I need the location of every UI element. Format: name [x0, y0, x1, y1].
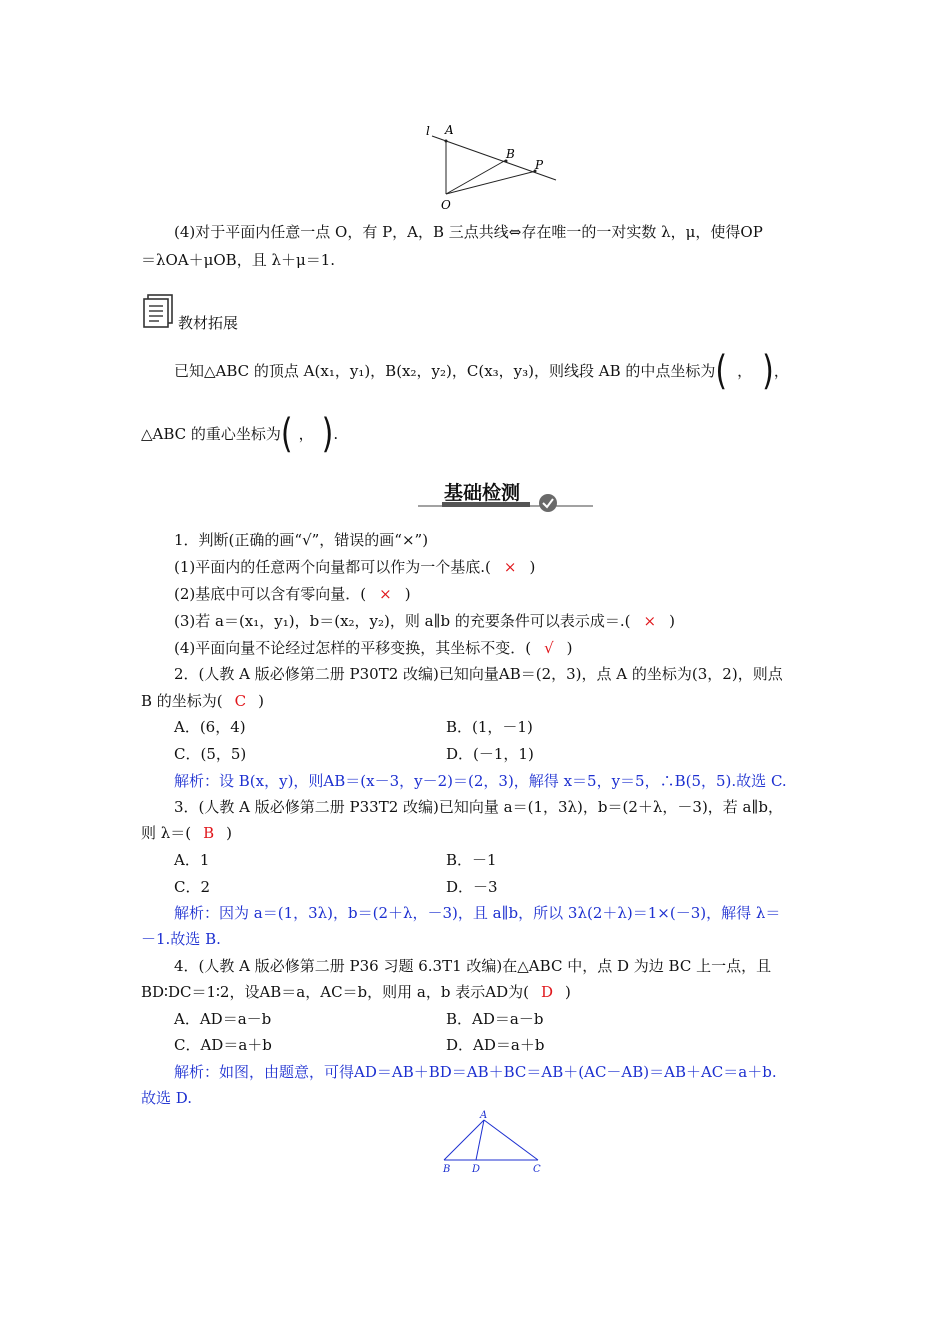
- q1-item-3-close: ): [669, 612, 675, 630]
- q4-stem-line2-text: BD∶DC＝1∶2，设AB＝a，AC＝b，则用 a，b 表示AD为(: [141, 983, 529, 1001]
- q4-option-c: C．AD＝a＋b: [174, 1036, 272, 1054]
- q4-stem-line1: 4．(人教 A 版必修第二册 P36 习题 6.3T1 改编)在△ABC 中，点 D 为边 BC 上一点，且: [174, 957, 772, 975]
- para4-line1: (4)对于平面内任意一点 O，有 P，A，B 三点共线⇔存在唯一的一对实数 λ，μ，使得OP: [174, 223, 763, 241]
- extension-line2-end: .: [333, 425, 339, 443]
- label-O: O: [441, 198, 451, 212]
- q4-option-b: B．AD＝a－b: [446, 1010, 544, 1028]
- q4-option-d: D．AD＝a＋b: [446, 1036, 545, 1054]
- q3-analysis-line1: 解析：因为 a＝(1，3λ)，b＝(2＋λ，－3)，且 a∥b，所以 3λ(2＋λ)＝1×(－3)，解得 λ＝: [174, 904, 781, 922]
- q2-option-a: A．(6，4): [174, 718, 246, 736]
- q2-stem-line2: [141, 691, 264, 711]
- extension-line1: [174, 347, 789, 395]
- q1-item-2-answer: ×: [379, 585, 392, 603]
- q1-item-4-text: (4)平面向量不论经过怎样的平移变换，其坐标不变．(: [174, 639, 532, 657]
- q3-option-a: A．1: [174, 851, 210, 869]
- q4-analysis-line2: 故选 D.: [141, 1089, 193, 1107]
- textbook-icon: [141, 292, 177, 330]
- open-paren: (: [715, 347, 728, 395]
- q3-option-b: B．－1: [446, 851, 497, 869]
- label-B: B: [506, 147, 515, 161]
- q3-close: ): [226, 824, 233, 842]
- q1-item-2-close: ): [404, 585, 411, 603]
- q2-option-c: C．(5，5): [174, 745, 247, 763]
- q4-answer: D: [540, 983, 553, 1001]
- q1-item-1-close: ): [529, 558, 536, 576]
- q3-stem-line1: 3．(人教 A 版必修第二册 P33T2 改编)已知向量 a＝(1，3λ)，b＝(2＋λ，－3)，若 a∥b，: [174, 798, 784, 816]
- q1-item-1-answer: ×: [503, 558, 517, 576]
- q1-item-3-text: (3)若 a＝(x₁，y₁)，b＝(x₂，y₂)，则 a∥b 的充要条件可以表示成＝.(: [174, 612, 631, 630]
- q1-item-4-close: ): [566, 639, 573, 657]
- q1-item-3: [174, 611, 675, 631]
- q4-option-a: A．AD＝a－b: [174, 1010, 272, 1028]
- q4-analysis-line1: 解析：如图，由题意，可得AD＝AB＋BD＝AB＋BC＝AB＋(AC－AB)＝AB＋AC＝a＋b.: [174, 1063, 777, 1081]
- figure-collinear-points: [418, 120, 563, 212]
- paren-comma-2: ，: [298, 425, 314, 443]
- q1-stem: 1．判断(正确的画“√”，错误的画“×”): [174, 531, 429, 549]
- q1-item-4: [174, 638, 573, 658]
- extension-line2: [141, 410, 339, 458]
- q3-stem-line2-text: 则 λ＝(: [141, 824, 192, 842]
- q4-stem-line2: [141, 982, 571, 1002]
- q2-stem-line2-text: B 的坐标为(: [141, 692, 223, 710]
- q2-option-d: D．(－1，1): [446, 745, 534, 763]
- figure-triangle-abc: [438, 1108, 548, 1178]
- q3-option-c: C．2: [174, 878, 211, 896]
- open-paren-2: (: [280, 410, 293, 458]
- q1-item-1: [174, 557, 535, 577]
- paren-comma: ，: [737, 362, 753, 380]
- q3-option-d: D．－3: [446, 878, 498, 896]
- q1-item-3-answer: ×: [643, 612, 657, 630]
- q2-analysis: 解析：设 B(x，y)，则AB＝(x－3，y－2)＝(2，3)，解得 x＝5，y＝5，∴B(5，5).故选 C.: [174, 772, 787, 790]
- q1-item-1-text: (1)平面内的任意两个向量都可以作为一个基底.(: [174, 558, 491, 576]
- q1-item-2: [174, 584, 411, 604]
- banner-title: 基础检测: [444, 482, 521, 504]
- label-B2: B: [443, 1164, 451, 1175]
- label-l: l: [426, 124, 430, 138]
- label-D2: D: [472, 1164, 481, 1175]
- q2-answer: C: [234, 692, 247, 710]
- q2-stem-line1: 2．(人教 A 版必修第二册 P30T2 改编)已知向量AB＝(2，3)，点 A 的坐标为(3，2)，则点: [174, 665, 783, 683]
- q3-stem-line2: [141, 823, 232, 843]
- q4-close: ): [564, 983, 571, 1001]
- extension-line1-end: ，: [773, 362, 789, 380]
- close-paren-2: ): [321, 410, 334, 458]
- q2-close: ): [258, 692, 264, 710]
- q3-analysis-line2: －1.故选 B.: [141, 930, 221, 948]
- close-paren: ): [762, 347, 774, 395]
- label-A2: A: [480, 1110, 488, 1121]
- label-A: A: [445, 123, 454, 137]
- label-P: P: [535, 158, 544, 172]
- para4-line2: ＝λOA＋μOB，且 λ＋μ＝1.: [141, 251, 336, 269]
- q1-item-2-text: (2)基底中可以含有零向量．(: [174, 585, 367, 603]
- extension-line1-text: 已知△ABC 的顶点 A(x₁，y₁)，B(x₂，y₂)，C(x₃，y₃)，则线段 AB 的中点坐标为: [174, 362, 716, 380]
- q3-answer: B: [203, 824, 215, 842]
- q1-item-4-answer: √: [544, 639, 554, 657]
- section-title-extension: 教材拓展: [178, 314, 239, 332]
- extension-line2-text: △ABC 的重心坐标为: [141, 425, 281, 443]
- label-C2: C: [533, 1164, 541, 1175]
- q2-option-b: B．(1，－1): [446, 718, 533, 736]
